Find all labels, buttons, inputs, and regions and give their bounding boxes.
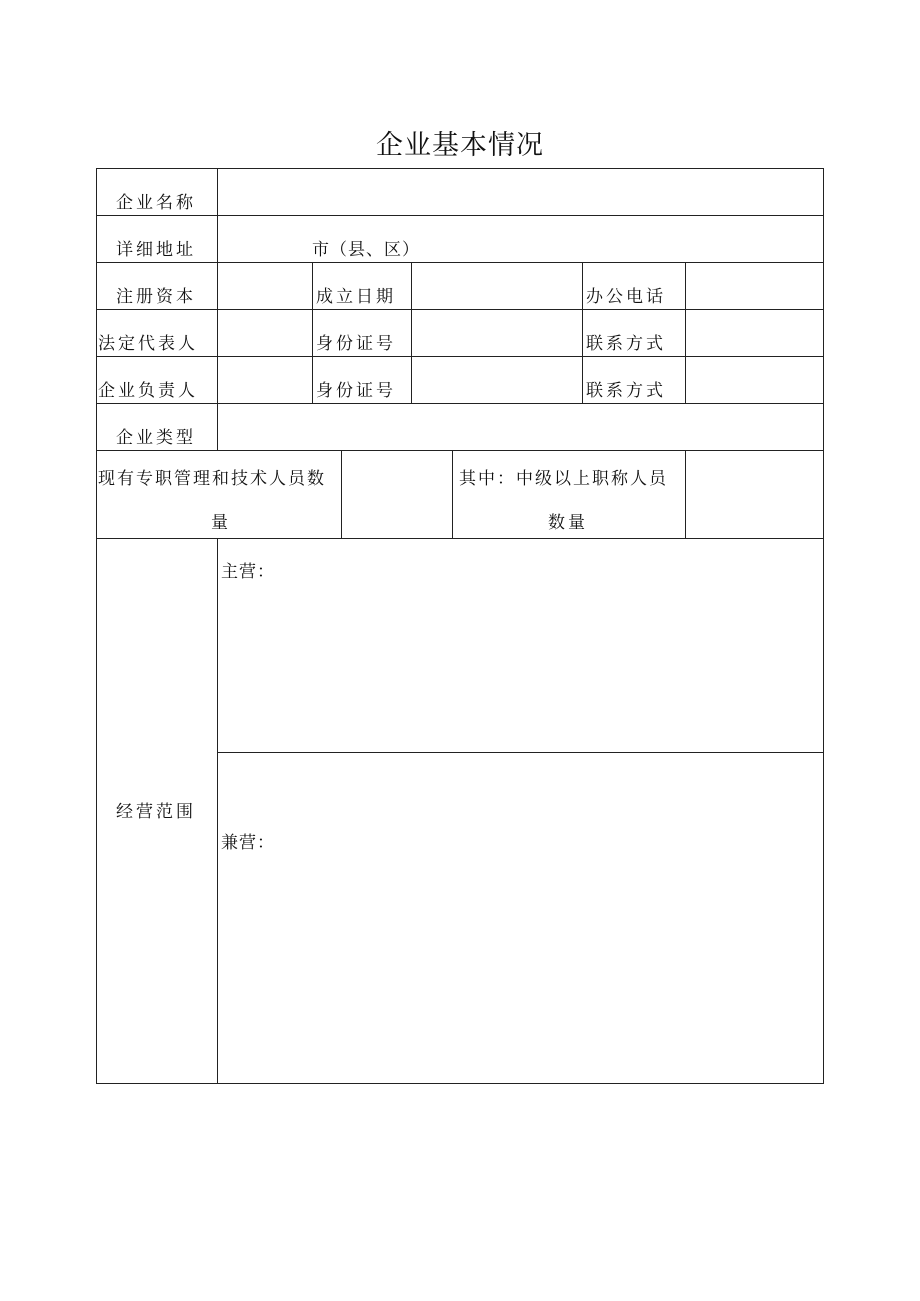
registered-capital-label: 注册资本: [116, 287, 196, 307]
company-type-label: 企业类型: [116, 428, 196, 448]
column-divider: [582, 262, 583, 403]
person-in-charge-field[interactable]: [218, 357, 312, 403]
column-divider: [312, 262, 313, 403]
person-in-charge-contact-label: 联系方式: [586, 381, 666, 401]
company-name-field[interactable]: [218, 169, 823, 215]
scope-divider: [217, 752, 824, 753]
registered-capital-field[interactable]: [218, 263, 312, 309]
founding-date-label: 成立日期: [316, 287, 396, 307]
founding-date-field[interactable]: [412, 263, 582, 309]
table-border-bottom: [96, 1083, 824, 1084]
company-type-field[interactable]: [218, 404, 823, 450]
person-in-charge-id-label: 身份证号: [316, 381, 396, 401]
legal-rep-contact-field[interactable]: [686, 310, 823, 356]
staff-count-label-line2: 量: [211, 513, 231, 533]
mid-title-label-line1: 其中：中级以上职称人员: [459, 469, 668, 489]
legal-rep-field[interactable]: [218, 310, 312, 356]
company-name-label: 企业名称: [116, 193, 196, 213]
person-in-charge-id-field[interactable]: [412, 357, 582, 403]
address-label: 详细地址: [116, 240, 196, 260]
table-border-left: [96, 168, 97, 1084]
page-title: 企业基本情况: [376, 130, 544, 161]
business-scope-label: 经营范围: [116, 802, 196, 822]
table-border-right: [823, 168, 824, 1084]
side-business-field[interactable]: [218, 862, 823, 1083]
legal-rep-contact-label: 联系方式: [586, 334, 666, 354]
legal-rep-id-field[interactable]: [412, 310, 582, 356]
side-business-label: 兼营：: [221, 833, 275, 853]
office-phone-label: 办公电话: [586, 287, 666, 307]
staff-count-field[interactable]: [342, 451, 452, 538]
column-divider: [452, 450, 453, 538]
mid-title-count-field[interactable]: [686, 451, 823, 538]
office-phone-field[interactable]: [686, 263, 823, 309]
legal-rep-id-label: 身份证号: [316, 334, 396, 354]
mid-title-label-line2: 数量: [548, 513, 588, 533]
row-divider: [96, 538, 824, 539]
main-business-field[interactable]: [218, 590, 823, 752]
address-suffix: 市（县、区）: [312, 240, 420, 260]
person-in-charge-label: 企业负责人: [98, 381, 198, 401]
main-business-label: 主营：: [221, 562, 275, 582]
address-field[interactable]: [218, 216, 308, 262]
staff-count-label-line1: 现有专职管理和技术人员数: [98, 469, 326, 489]
person-in-charge-contact-field[interactable]: [686, 357, 823, 403]
row-divider: [96, 215, 824, 216]
legal-rep-label: 法定代表人: [98, 334, 198, 354]
